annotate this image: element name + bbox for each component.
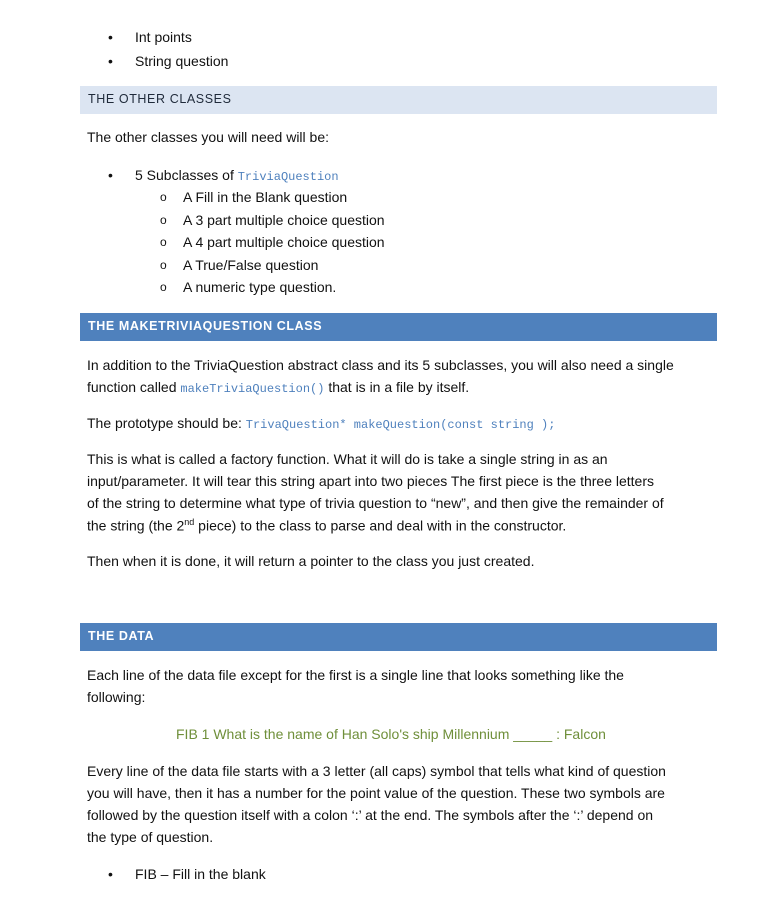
bullet-icon: • bbox=[108, 29, 113, 45]
sub-list-item: A 4 part multiple choice question bbox=[183, 234, 385, 250]
paragraph-line: In addition to the TriviaQuestion abstract class and its 5 subclasses, you will also need a single bbox=[87, 357, 674, 373]
list-item bbox=[135, 167, 339, 184]
section-header-the-data bbox=[80, 623, 717, 651]
sub-list-item: A numeric type question. bbox=[183, 279, 337, 295]
section-header-other-classes bbox=[80, 86, 717, 114]
text-span: that is in a file by itself. bbox=[324, 379, 470, 395]
circle-bullet-icon: o bbox=[160, 235, 167, 249]
paragraph-line: you will have, then it has a number for the point value of the question. These two symbols are bbox=[87, 785, 665, 801]
list-item: FIB – Fill in the blank bbox=[135, 866, 266, 882]
paragraph-line bbox=[87, 517, 566, 534]
paragraph-line: following: bbox=[87, 689, 146, 705]
code-triviaquestion: TriviaQuestion bbox=[237, 170, 339, 184]
paragraph-line bbox=[87, 415, 555, 432]
section-title: THE OTHER CLASSES bbox=[88, 92, 232, 106]
text-span: function called bbox=[87, 379, 181, 395]
bullet-icon: • bbox=[108, 53, 113, 69]
paragraph-line: of the string to determine what type of trivia question to “new”, and then give the remainder of bbox=[87, 495, 664, 511]
section-title: THE DATA bbox=[88, 629, 155, 643]
section-header-maketriviaquestion bbox=[80, 313, 717, 341]
circle-bullet-icon: o bbox=[160, 280, 167, 294]
text-span: the string (the 2 bbox=[87, 517, 185, 534]
circle-bullet-icon: o bbox=[160, 190, 167, 204]
list-item: Int points bbox=[135, 29, 192, 45]
sub-list-item: A 3 part multiple choice question bbox=[183, 212, 385, 228]
example-data-line: FIB 1 What is the name of Han Solo's ship Millennium _____ : Falcon bbox=[176, 726, 606, 742]
paragraph: The other classes you will need will be: bbox=[87, 129, 330, 145]
superscript: nd bbox=[184, 517, 195, 527]
circle-bullet-icon: o bbox=[160, 213, 167, 227]
paragraph-line bbox=[87, 379, 469, 396]
list-item: String question bbox=[135, 53, 229, 69]
paragraph-line: This is what is called a factory function. What it will do is take a single string in as an bbox=[87, 451, 608, 467]
paragraph-line: followed by the question itself with a colon ‘:’ at the end. The symbols after the ‘:’ depend on bbox=[87, 807, 654, 823]
sub-list-item: A Fill in the Blank question bbox=[183, 189, 348, 205]
paragraph-line: Every line of the data file starts with a 3 letter (all caps) symbol that tells what kind of question bbox=[87, 763, 666, 779]
text-span: piece) to the class to parse and deal with in the constructor. bbox=[194, 517, 567, 534]
bullet-icon: • bbox=[108, 167, 113, 183]
code-maketriviaquestion: makeTriviaQuestion() bbox=[180, 382, 325, 396]
paragraph-line: Then when it is done, it will return a pointer to the class you just created. bbox=[87, 553, 535, 569]
paragraph-line: Each line of the data file except for the first is a single line that looks something like the bbox=[87, 667, 624, 683]
section-title: THE MAKETRIVIAQUESTION CLASS bbox=[88, 319, 323, 333]
bullet-icon: • bbox=[108, 866, 113, 882]
sub-list-item: A True/False question bbox=[183, 257, 319, 273]
prototype-label: The prototype should be: bbox=[87, 415, 246, 431]
paragraph-line: the type of question. bbox=[87, 829, 214, 845]
paragraph-line: input/parameter. It will tear this string apart into two pieces The first piece is the three letters bbox=[87, 473, 655, 489]
code-prototype: TrivaQuestion* makeQuestion(const string ); bbox=[245, 418, 556, 432]
subclasses-text: 5 Subclasses of bbox=[135, 167, 238, 183]
circle-bullet-icon: o bbox=[160, 258, 167, 272]
